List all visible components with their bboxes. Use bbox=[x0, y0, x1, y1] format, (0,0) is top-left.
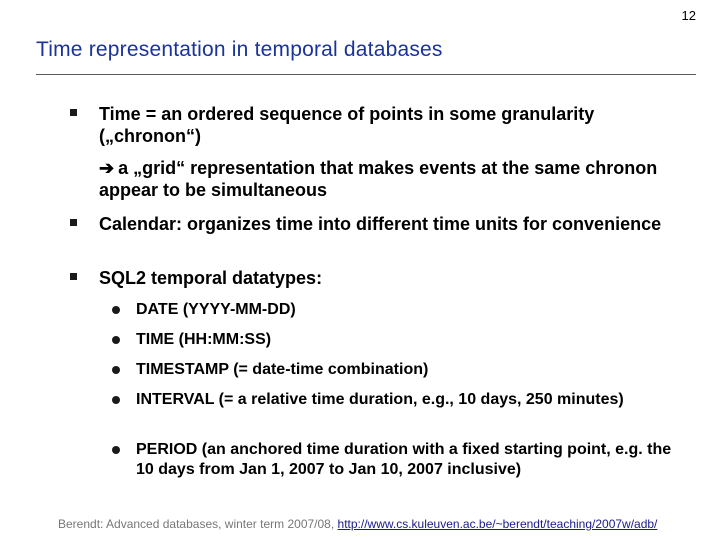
sub-bullet-dot-icon bbox=[112, 396, 120, 404]
bullet-sql2-datatypes: SQL2 temporal datatypes: bbox=[99, 268, 323, 288]
bullet-square-icon bbox=[70, 273, 77, 280]
bullet-square-icon bbox=[70, 219, 77, 226]
subbullet-period: PERIOD (an anchored time duration with a fixed starting point, e.g. the 10 days from Jan 1, 2007 to Jan 10, 2007 inclusive) bbox=[136, 441, 672, 478]
footer-link[interactable]: http://www.cs.kuleuven.ac.be/~berendt/teaching/2007w/adb/ bbox=[337, 517, 658, 531]
bullet-time-definition: Time = an ordered sequence of points in some granularity („chronon“) bbox=[99, 104, 595, 146]
bullet-calendar: Calendar: organizes time into different time units for convenience bbox=[99, 214, 662, 234]
arrow-note-text: a „grid“ representation that makes events at the same chronon appear to be simultaneous bbox=[99, 158, 658, 200]
subbullet-date: DATE (YYYY-MM-DD) bbox=[136, 301, 296, 318]
sub-bullet-dot-icon bbox=[112, 366, 120, 374]
sub-bullet-dot-icon bbox=[112, 446, 120, 454]
footer-text: Berendt: Advanced databases, winter term 2007/08, bbox=[58, 517, 338, 531]
subbullet-interval: INTERVAL (= a relative time duration, e.g., 10 days, 250 minutes) bbox=[136, 391, 624, 408]
title-divider bbox=[36, 74, 696, 75]
subbullet-time: TIME (HH:MM:SS) bbox=[136, 331, 272, 348]
arrow-right-icon: ➔ bbox=[99, 158, 115, 178]
slide-title: Time representation in temporal databases bbox=[36, 38, 443, 61]
subbullet-timestamp: TIMESTAMP (= date-time combination) bbox=[136, 361, 429, 378]
footer bbox=[58, 517, 657, 531]
page-number: 12 bbox=[681, 8, 696, 23]
arrow-note bbox=[99, 157, 689, 201]
bullet-square-icon bbox=[70, 109, 77, 116]
sub-bullet-dot-icon bbox=[112, 306, 120, 314]
sub-bullet-dot-icon bbox=[112, 336, 120, 344]
